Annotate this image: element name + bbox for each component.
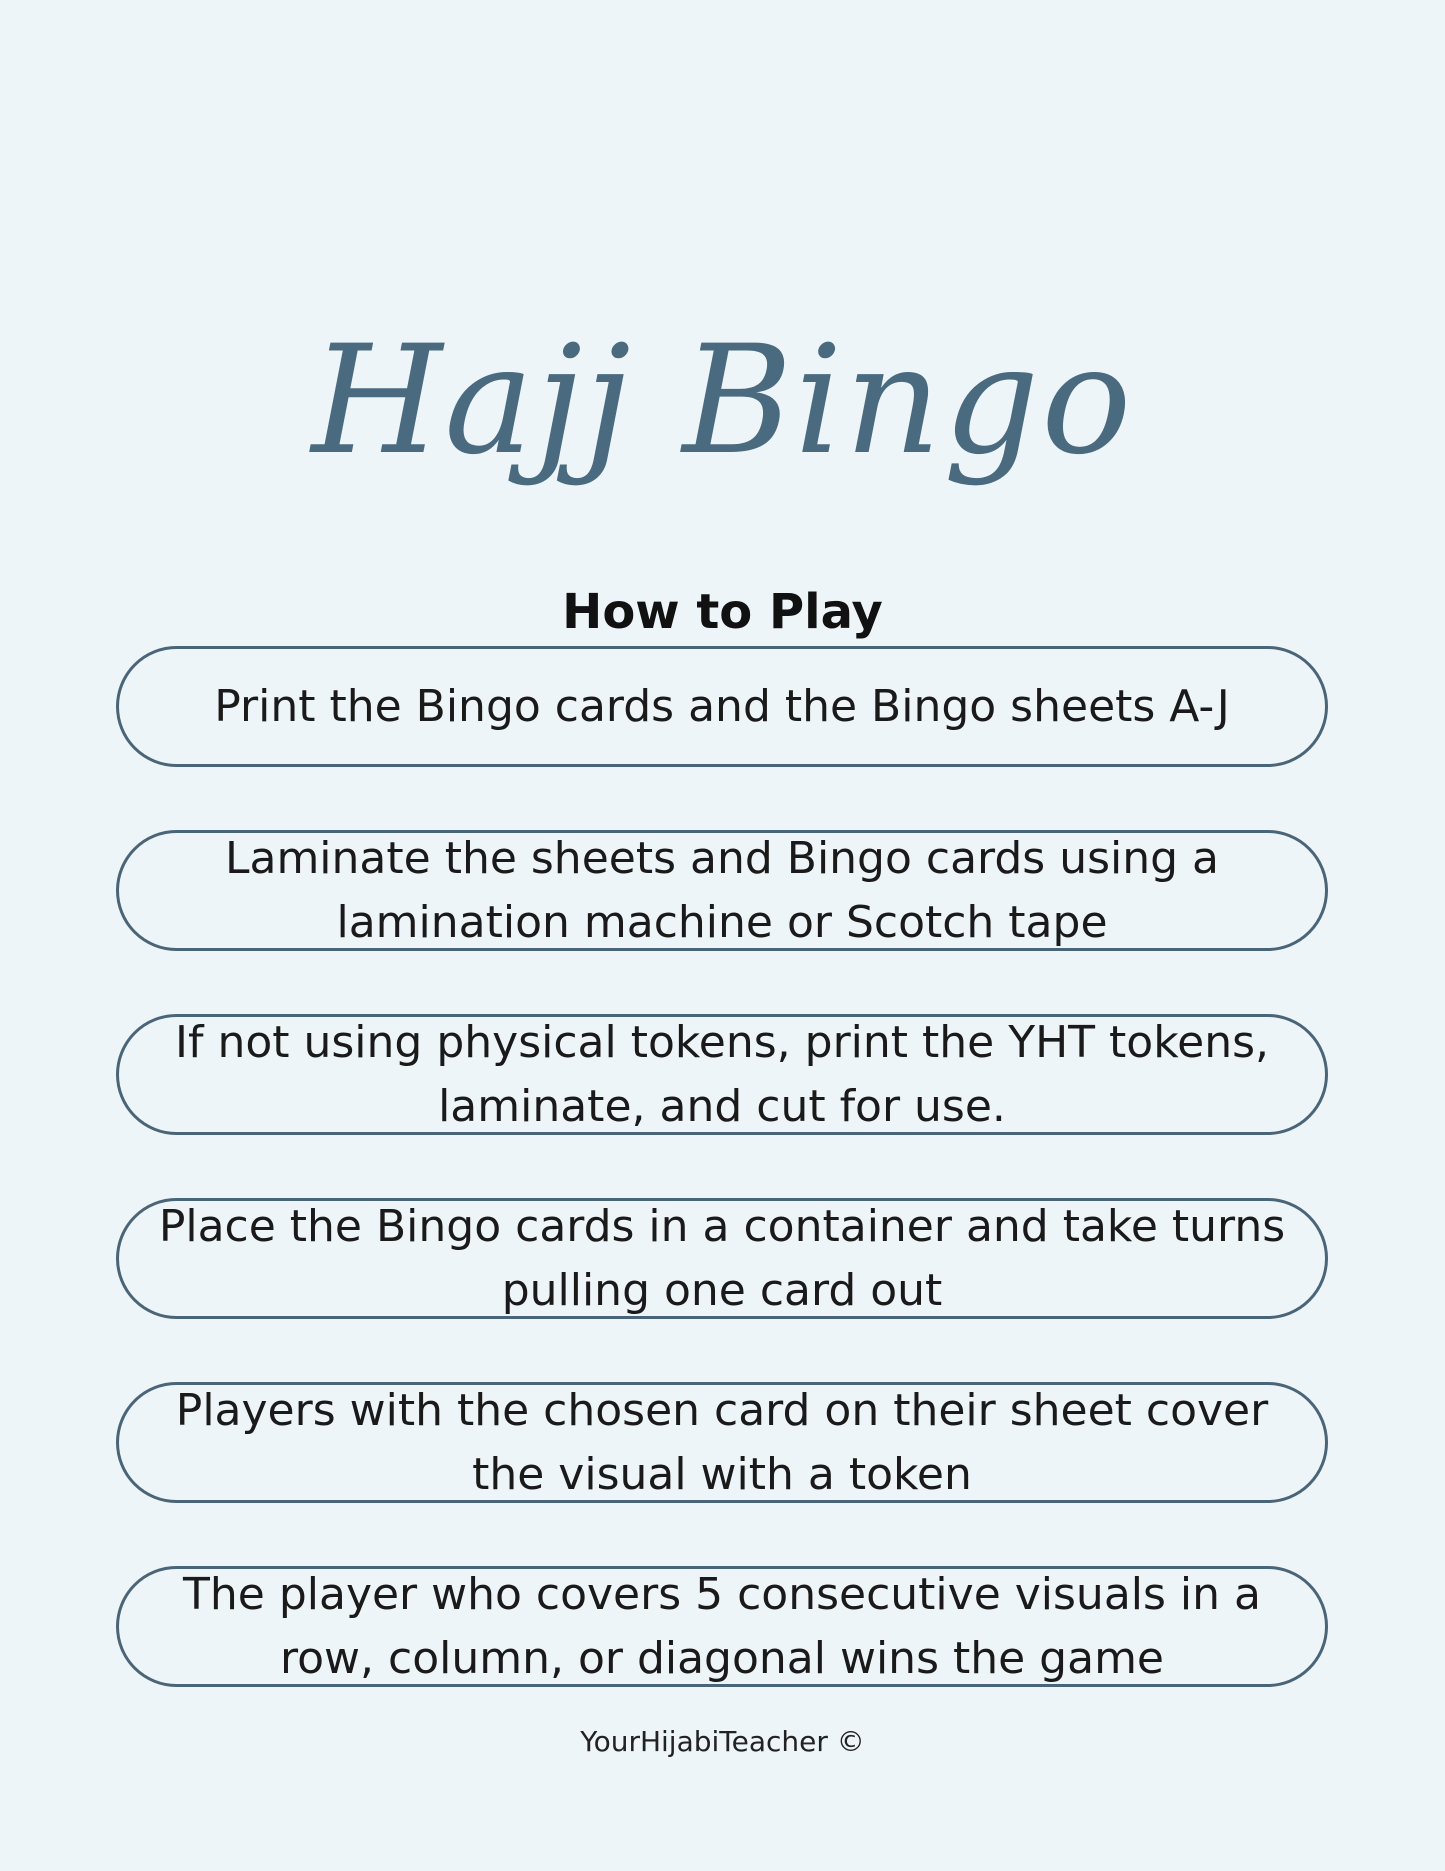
instruction-list [116, 646, 1328, 1750]
instruction-text: The player who covers 5 consecutive visuals in a row, column, or diagonal wins the game [183, 1568, 1261, 1684]
instruction-text: Players with the chosen card on their sheet cover the visual with a token [175, 1384, 1269, 1500]
instruction-text: Place the Bingo cards in a container and take turns pulling one card out [158, 1200, 1286, 1316]
instruction-text: If not using physical tokens, print the YHT tokens, laminate, and cut for use. [175, 1016, 1269, 1132]
copyright-footer: YourHijabiTeacher © [580, 1725, 865, 1758]
page-title: Hajj Bingo [311, 313, 1134, 488]
instruction-text: Laminate the sheets and Bingo cards using a lamination machine or Scotch tape [224, 832, 1220, 948]
instruction-step-4 [116, 1198, 1328, 1319]
section-heading: How to Play [562, 583, 883, 640]
instruction-step-6 [116, 1566, 1328, 1687]
instruction-step-2 [116, 830, 1328, 951]
instruction-step-1 [116, 646, 1328, 767]
instruction-step-3 [116, 1014, 1328, 1135]
instruction-text: Print the Bingo cards and the Bingo sheets A-J [214, 680, 1230, 732]
instruction-step-5 [116, 1382, 1328, 1503]
